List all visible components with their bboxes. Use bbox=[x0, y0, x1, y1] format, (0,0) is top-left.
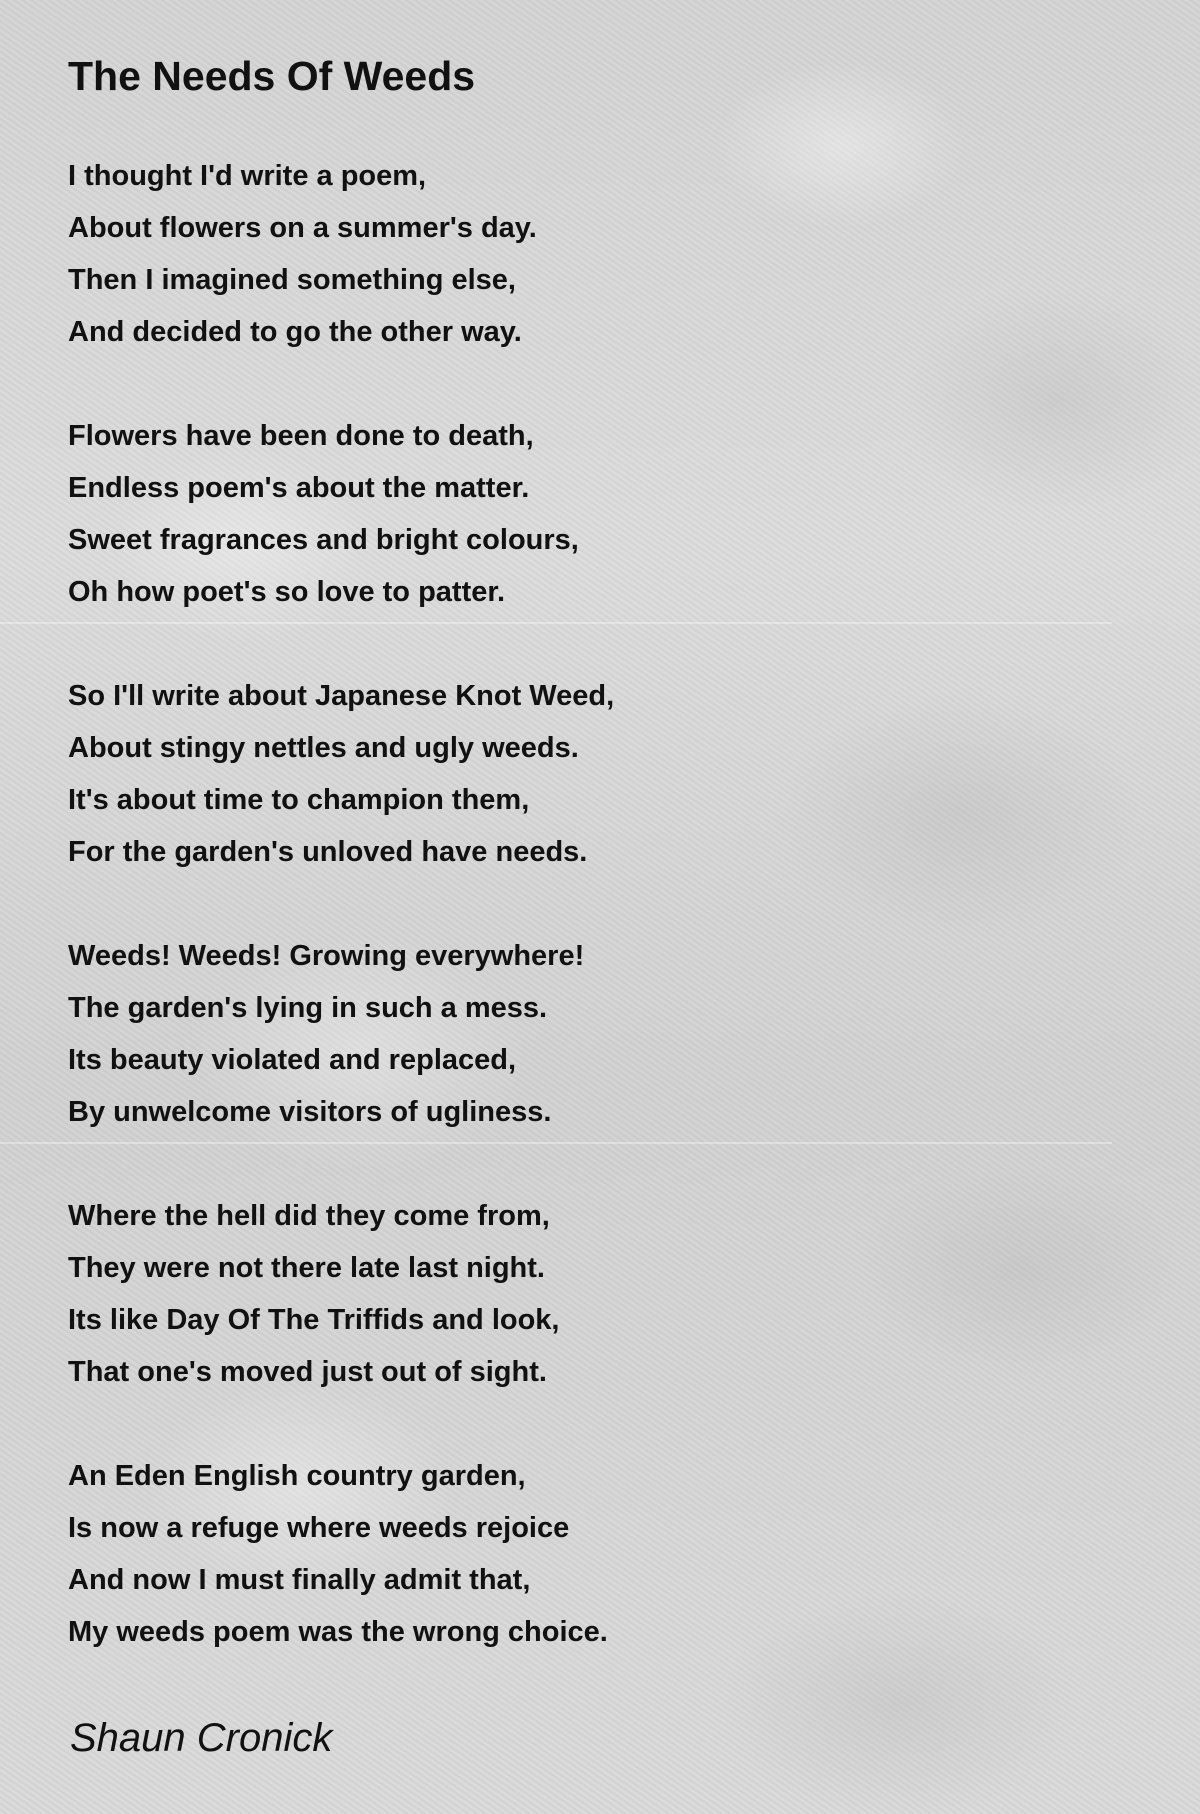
poem-line: My weeds poem was the wrong choice. bbox=[68, 1616, 608, 1648]
stanza-3 bbox=[68, 670, 1108, 878]
poem-line: The garden's lying in such a mess. bbox=[68, 992, 548, 1024]
poem-line: Where the hell did they come from, bbox=[68, 1200, 550, 1232]
poem-line: Its like Day Of The Triffids and look, bbox=[68, 1304, 560, 1336]
stanza-1 bbox=[68, 150, 1108, 358]
poem-line: It's about time to champion them, bbox=[68, 784, 530, 816]
poem-line: I thought I'd write a poem, bbox=[68, 160, 427, 192]
poem-line: Oh how poet's so love to patter. bbox=[68, 576, 506, 608]
poem-line: Its beauty violated and replaced, bbox=[68, 1044, 517, 1076]
poem-line: Endless poem's about the matter. bbox=[68, 472, 530, 504]
poem-line: By unwelcome visitors of ugliness. bbox=[68, 1096, 552, 1128]
poem-line: About stingy nettles and ugly weeds. bbox=[68, 732, 579, 764]
poem-line: Then I imagined something else, bbox=[68, 264, 516, 296]
poem-line: Weeds! Weeds! Growing everywhere! bbox=[68, 940, 585, 972]
poem-line: They were not there late last night. bbox=[68, 1252, 545, 1284]
stanza-4 bbox=[68, 930, 1108, 1138]
poem-line: That one's moved just out of sight. bbox=[68, 1356, 547, 1388]
stanza-2 bbox=[68, 410, 1108, 618]
poem-line: Sweet fragrances and bright colours, bbox=[68, 524, 579, 556]
poem-line: So I'll write about Japanese Knot Weed, bbox=[68, 680, 615, 712]
stanza-6 bbox=[68, 1450, 1108, 1658]
poem-body bbox=[68, 150, 1108, 1658]
stanza-5 bbox=[68, 1190, 1108, 1398]
poem-line: Flowers have been done to death, bbox=[68, 420, 534, 452]
poem-title: The Needs Of Weeds bbox=[68, 53, 476, 99]
poem-line: And now I must finally admit that, bbox=[68, 1564, 531, 1596]
poem-line: An Eden English country garden, bbox=[68, 1460, 526, 1492]
poem-author: Shaun Cronick bbox=[70, 1716, 333, 1760]
poem-line: About flowers on a summer's day. bbox=[68, 212, 537, 244]
poem-line: And decided to go the other way. bbox=[68, 316, 522, 348]
poem-line: For the garden's unloved have needs. bbox=[68, 836, 588, 868]
poem-line: Is now a refuge where weeds rejoice bbox=[68, 1512, 570, 1544]
